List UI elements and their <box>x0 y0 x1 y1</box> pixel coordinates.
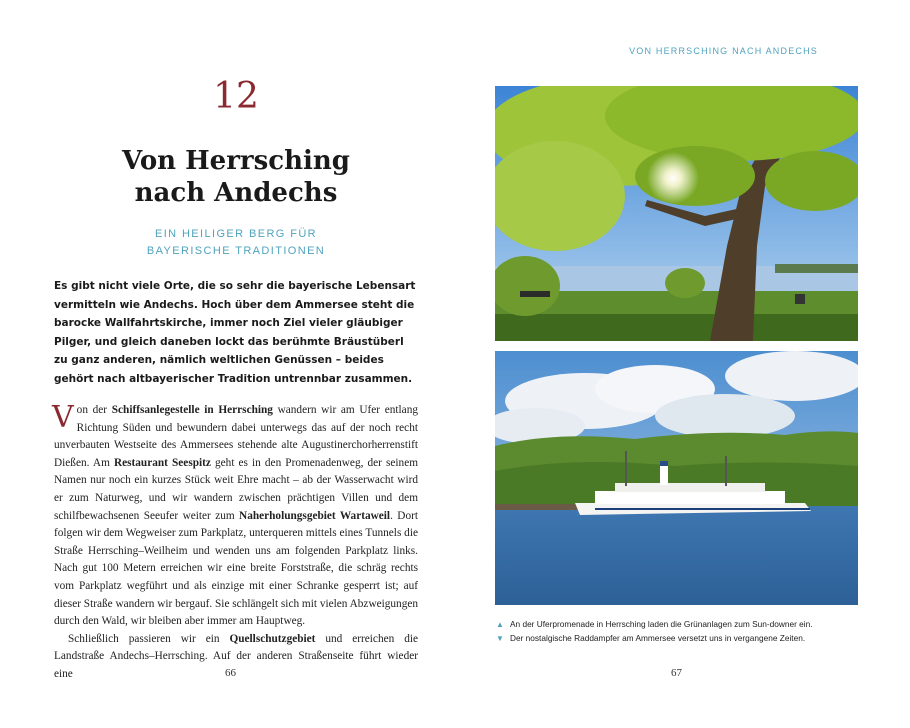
caption-text: An der Uferpromenade in Herrsching laden die Grünanlagen zum Sun-downer ein. <box>510 619 813 629</box>
caption-bottom-photo <box>496 632 896 646</box>
intro-paragraph: Es gibt nicht viele Orte, die so sehr die bayerische Lebensart vermitteln wie Andechs. Hoch über dem Ammersee steht die barocke Wallfahrtskirche, immer noch Ziel vieler gläubiger Pilger, und gleich daneben lockt das berühmte Bräustüberl zu ganz anderen, nämlich weltlichen Genüssen – beides gehört nach altbayerischer Tradition untrennbar zusammen. <box>54 280 416 385</box>
bold-place-name: Schiffsanlegestelle in Herrsching <box>111 404 273 416</box>
photo-paddle-steamer-image <box>495 351 858 605</box>
body-text <box>54 402 418 684</box>
bold-place-name: Restaurant Seespitz <box>113 456 211 469</box>
photo-lakeside-tree <box>495 86 858 341</box>
chapter-title-line2: nach Andechs <box>134 178 338 208</box>
chapter-subtitle-line2: BAYERISCHE TRADITIONEN <box>146 245 326 257</box>
bold-place-name: Quellschutzgebiet <box>229 632 316 645</box>
photo-captions <box>496 618 896 645</box>
body-paragraph-2 <box>54 631 418 684</box>
chapter-title <box>0 145 472 209</box>
text-run: on der <box>76 404 112 416</box>
running-head: VON HERRSCHING NACH ANDECHS <box>629 46 818 56</box>
page-number-right: 67 <box>671 667 682 679</box>
triangle-down-icon: ▼ <box>496 633 504 643</box>
chapter-subtitle <box>0 226 472 260</box>
photo-paddle-steamer <box>495 351 858 605</box>
text-run: . Dort folgen wir dem Wegweiser zum Parkplatz, unterqueren mittels eines Tunnels die Straße Herrsching–Weilheim und wenden uns am folgenden Parkplatz links. Nach gut 100 Metern erreichen wir eine breite Forststraße, die schräg rechts vom Parkplatz wegführt und als einzige mit einer Schranke gesperrt ist; auf dieser Straße wandern wir bergauf. Sie schlängelt sich mit vielen Abzweigungen durch den Wald, wir bleiben aber immer am Hauptweg. <box>54 509 419 628</box>
bold-place-name: Naherholungsgebiet Wartaweil <box>239 509 391 522</box>
text-run: wandern wir am Ufer entlang Richtung Süden und bewundern dabei unterwegs das auf der noch recht unverbauten Westseite des Ammersees stehende alte Augustinerchorherrenstift Dießen. Am <box>54 404 418 469</box>
photo-lakeside-tree-image <box>495 86 858 341</box>
triangle-up-icon: ▲ <box>496 620 504 629</box>
chapter-subtitle-line1: EIN HEILIGER BERG FÜR <box>154 228 318 240</box>
chapter-number: 12 <box>213 76 259 117</box>
right-page <box>455 0 910 728</box>
text-run: geht es in den Promenadenweg, der seinem Namen nur noch ein kurzes Stück weit Ehre macht – ab der Wasserwacht wird er zum Naturweg, und wir wandern zwischen prächtigen Villen und dem schilfbewachsenen Seeufer weiter zum <box>54 456 419 522</box>
chapter-title-line1: Von Herrsching <box>122 146 350 176</box>
caption-top-photo <box>496 618 896 632</box>
drop-cap: V <box>52 400 74 435</box>
body-paragraph-1 <box>54 402 418 631</box>
text-run: und erreichen die Landstraße Andechs–Herrsching. Auf der anderen Straßenseite führt wieder eine <box>54 632 418 680</box>
page-number-left: 66 <box>225 667 236 679</box>
text-run: Schließlich passieren wir ein <box>68 632 230 645</box>
caption-text: Der nostalgische Raddampfer am Ammersee versetzt uns in vergangene Zeiten. <box>510 632 806 643</box>
